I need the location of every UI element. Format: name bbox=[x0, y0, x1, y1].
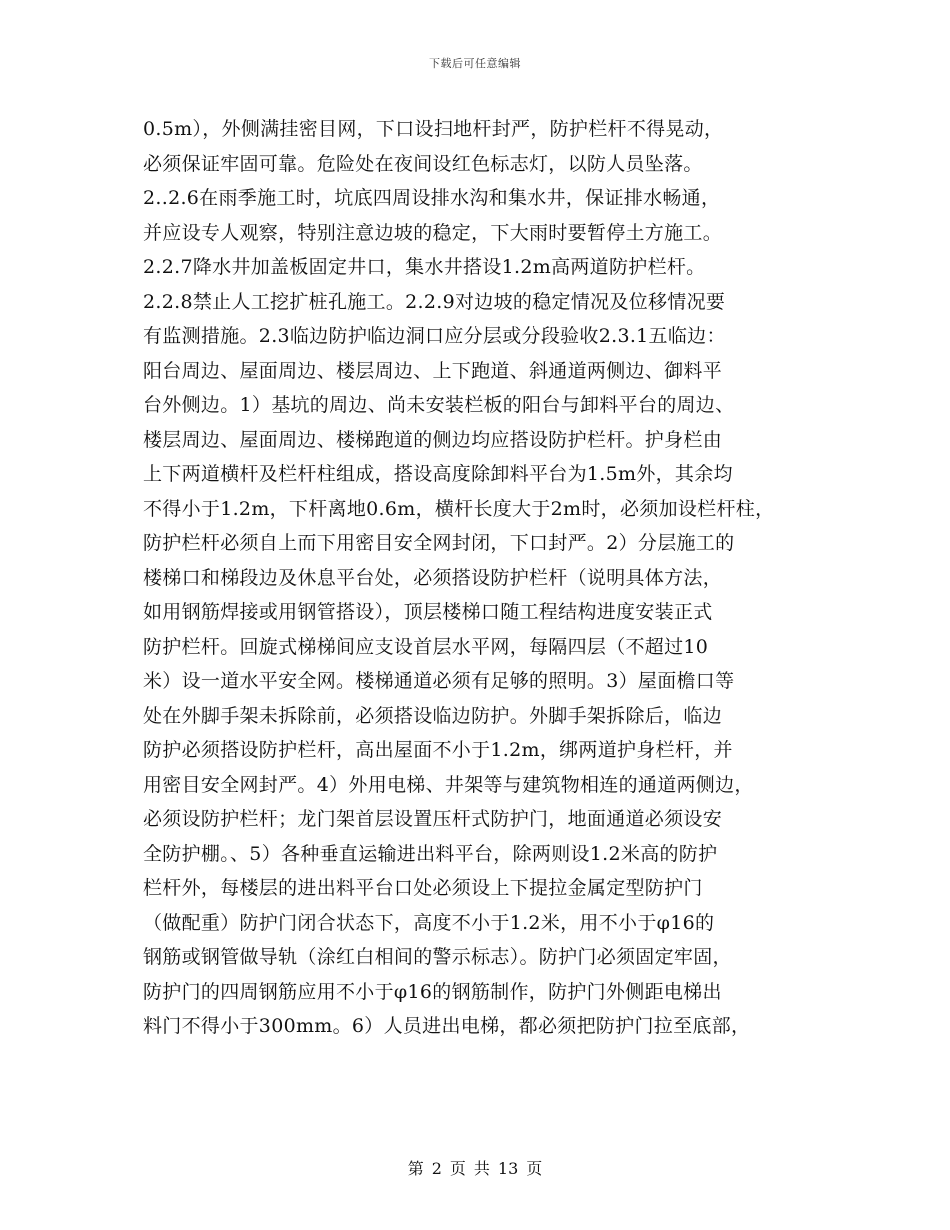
text-line: 如用钢筋焊接或用钢管搭设），顶层楼梯口随工程结构进度安装正式 bbox=[143, 601, 713, 623]
total-page-count: 13 bbox=[497, 1159, 519, 1178]
text-line: 钢筋或钢管做导轨（涂红白相间的警示标志）。防护门必须固定牢固， bbox=[143, 946, 732, 968]
current-page-number: 2 bbox=[431, 1159, 442, 1178]
footer-suffix: 页 bbox=[526, 1159, 543, 1178]
text-line: 必须保证牢固可靠。危险处在夜间设红色标志灯，以防人员坠落。 bbox=[143, 152, 703, 175]
text-line: 2.2.8禁止人工挖扩桩孔施工。2.2.9对边坡的稳定情况及位移情况要 bbox=[143, 290, 726, 313]
text-line: 料门不得小于300mm。6）人员进出电梯，都必须把防护门拉至底部， bbox=[143, 1015, 751, 1037]
footer-page-char: 页 bbox=[449, 1159, 466, 1178]
page-footer bbox=[0, 1156, 950, 1179]
footer-total-prefix: 共 bbox=[473, 1159, 490, 1178]
text-line: 全防护棚。、5）各种垂直运输进出料平台，除两则设1.2米高的防护 bbox=[143, 842, 718, 865]
text-line: 不得小于1.2m，下杆离地0.6m，横杆长度大于2m时，必须加设栏杆柱， bbox=[143, 497, 775, 520]
text-line: 楼梯口和梯段边及休息平台处，必须搭设防护栏杆（说明具体方法， bbox=[143, 566, 723, 589]
text-line: 0.5m），外侧满挂密目网，下口设扫地杆封严，防护栏杆不得晃动， bbox=[143, 118, 724, 140]
text-line: 楼层周边、屋面周边、楼梯跑道的侧边均应搭设防护栏杆。护身栏由 bbox=[143, 428, 723, 451]
text-line: 2..2.6在雨季施工时，坑底四周设排水沟和集水井，保证排水畅通， bbox=[143, 187, 721, 209]
text-line: 有监测措施。2.3临边防护临边洞口应分层或分段验收2.3.1五临边： bbox=[143, 325, 726, 347]
text-line: 米）设一道水平安全网。楼梯通道必须有足够的照明。3）屋面檐口等 bbox=[143, 670, 735, 692]
text-line: （做配重）防护门闭合状态下，高度不小于1.2米，用不小于φ16的 bbox=[143, 911, 715, 934]
text-line: 上下两道横杆及栏杆柱组成，搭设高度除卸料平台为1.5m外，其余均 bbox=[143, 463, 733, 485]
text-line: 防护栏杆必须自上而下用密目安全网封闭，下口封严。2）分层施工的 bbox=[143, 532, 735, 554]
text-line: 防护必须搭设防护栏杆，高出屋面不小于1.2m，绑两道护身栏杆，并 bbox=[143, 739, 733, 761]
text-line: 并应设专人观察，特别注意边坡的稳定，下大雨时要暂停土方施工。 bbox=[143, 221, 723, 244]
text-line: 必须设防护栏杆；龙门架首层设置压杆式防护门，地面通道必须设安 bbox=[143, 808, 723, 830]
text-line: 阳台周边、屋面周边、楼层周边、上下跑道、斜通道两侧边、御料平 bbox=[143, 359, 723, 382]
text-line: 台外侧边。1）基坑的周边、尚未安装栏板的阳台与卸料平台的周边、 bbox=[143, 394, 735, 416]
page-header: 下载后可任意编辑 bbox=[429, 57, 521, 70]
text-line: 处在外脚手架未拆除前，必须搭设临边防护。外脚手架拆除后，临边 bbox=[143, 704, 723, 727]
document-body bbox=[143, 112, 843, 1044]
text-line: 用密目安全网封严。4）外用电梯、井架等与建筑物相连的通道两侧边， bbox=[143, 773, 754, 796]
text-line: 防护栏杆。回旋式梯梯间应支设首层水平网，每隔四层（不超过10 bbox=[143, 635, 709, 658]
text-line: 2.2.7降水井加盖板固定井口，集水井搭设1.2m高两道防护栏杆。 bbox=[143, 256, 706, 278]
text-line: 栏杆外，每楼层的进出料平台口处必须设上下提拉金属定型防护门 bbox=[143, 877, 703, 899]
footer-prefix: 第 bbox=[407, 1159, 424, 1178]
text-line: 防护门的四周钢筋应用不小于φ16的钢筋制作，防护门外侧距电梯出 bbox=[143, 980, 722, 1003]
